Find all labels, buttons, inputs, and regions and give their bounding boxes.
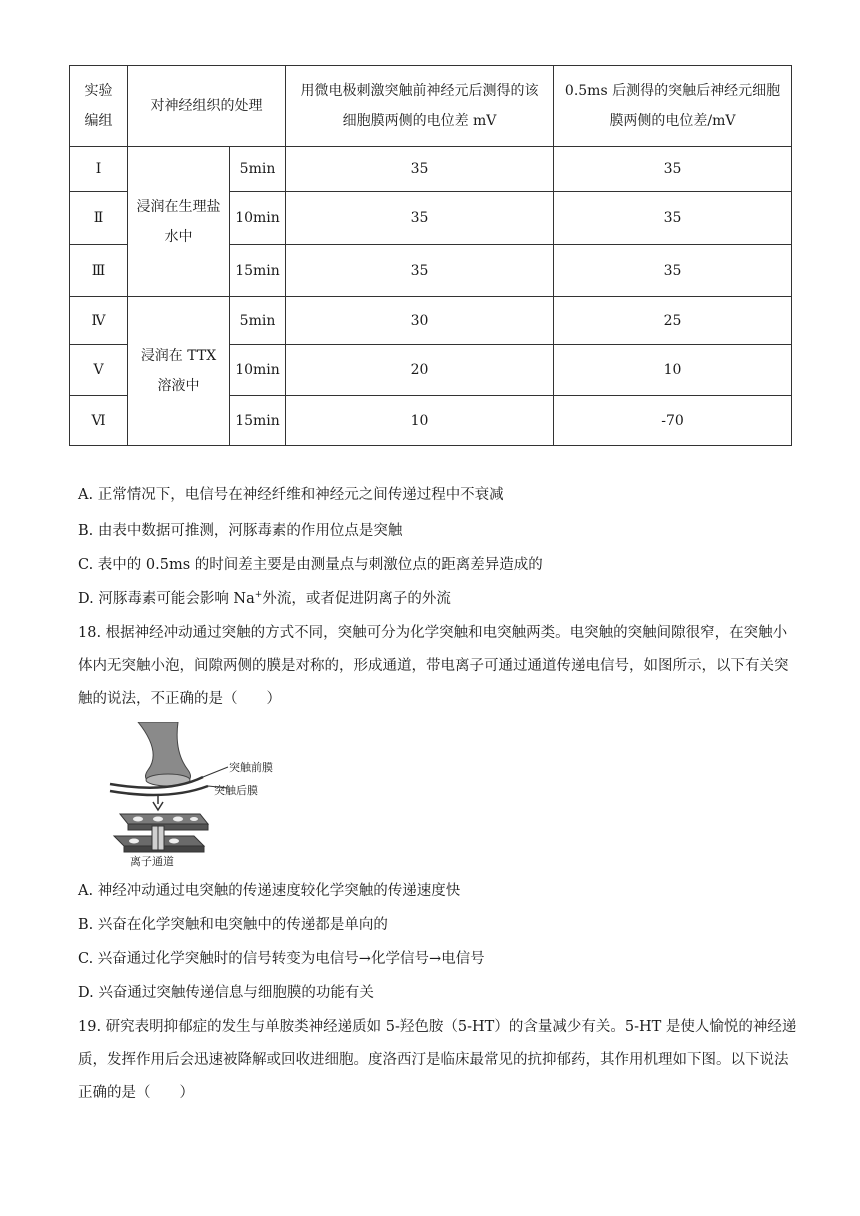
q17-option-d: D. 河豚毒素可能会影响 Na+外流，或者促进阴离子的外流 bbox=[78, 590, 451, 607]
experiment-table bbox=[69, 65, 792, 446]
row-post: 10 bbox=[554, 345, 792, 396]
q17-option-a: A. 正常情况下，电信号在神经纤维和神经元之间传递过程中不衰减 bbox=[78, 487, 504, 503]
q18-stem: 18. 根据神经冲动通过突触的方式不同，突触可分为化学突触和电突触两类。电突触的突触间隙很窄，在突触小体内无突触小泡，间隙两侧的膜是对称的，形成通道，带电离子可通过通道传递电信号，如图所示，以下有关突触的说法，不正确的是（ ） bbox=[78, 625, 789, 707]
row-pre: 35 bbox=[286, 147, 554, 192]
table-row bbox=[70, 147, 792, 192]
label-postsynaptic-membrane: 突触后膜 bbox=[214, 784, 258, 797]
row-time: 10min bbox=[230, 192, 286, 245]
q18-option-d: D. 兴奋通过突触传递信息与细胞膜的功能有关 bbox=[78, 985, 374, 1001]
row-post: 35 bbox=[554, 147, 792, 192]
q19-stem: 19. 研究表明抑郁症的发生与单胺类神经递质如 5-羟色胺（5-HT）的含量减少有关。5-HT 是使人愉悦的神经递质，发挥作用后会迅速被降解或回收进细胞。度洛西汀是临床最常见的抗抑郁药，其作用机理如下图。以下说法正确的是（ ） bbox=[78, 1019, 797, 1101]
row-time: 15min bbox=[230, 245, 286, 297]
row-post: -70 bbox=[554, 396, 792, 446]
row-time: 5min bbox=[230, 147, 286, 192]
row-time: 15min bbox=[230, 396, 286, 446]
row-group: Ⅰ bbox=[70, 147, 128, 192]
header-group: 实验编组 bbox=[70, 66, 128, 147]
row-group: Ⅵ bbox=[70, 396, 128, 446]
row-pre: 35 bbox=[286, 192, 554, 245]
q18-option-c: C. 兴奋通过化学突触时的信号转变为电信号→化学信号→电信号 bbox=[78, 951, 485, 967]
row-pre: 10 bbox=[286, 396, 554, 446]
treatment-ttx: 浸润在 TTX 溶液中 bbox=[128, 297, 230, 446]
row-group: Ⅳ bbox=[70, 297, 128, 345]
row-time: 5min bbox=[230, 297, 286, 345]
row-post: 35 bbox=[554, 245, 792, 297]
row-group: Ⅲ bbox=[70, 245, 128, 297]
header-pre: 用微电极刺激突触前神经元后测得的该细胞膜两侧的电位差 mV bbox=[286, 66, 554, 147]
row-group: Ⅱ bbox=[70, 192, 128, 245]
electrical-synapse-figure bbox=[108, 722, 308, 867]
treatment-saline: 浸润在生理盐水中 bbox=[128, 147, 230, 297]
q18-option-b: B. 兴奋在化学突触和电突触中的传递都是单向的 bbox=[78, 917, 388, 933]
row-post: 35 bbox=[554, 192, 792, 245]
q18-option-a: A. 神经冲动通过电突触的传递速度较化学突触的传递速度快 bbox=[78, 883, 461, 899]
q17-option-b: B. 由表中数据可推测，河豚毒素的作用位点是突触 bbox=[78, 523, 403, 539]
label-ion-channel: 离子通道 bbox=[130, 855, 174, 867]
row-pre: 35 bbox=[286, 245, 554, 297]
row-pre: 30 bbox=[286, 297, 554, 345]
header-treatment: 对神经组织的处理 bbox=[128, 66, 286, 147]
header-post: 0.5ms 后测得的突触后神经元细胞膜两侧的电位差/mV bbox=[554, 66, 792, 147]
row-post: 25 bbox=[554, 297, 792, 345]
row-pre: 20 bbox=[286, 345, 554, 396]
table-row bbox=[70, 297, 792, 345]
table-header-row bbox=[70, 66, 792, 147]
row-time: 10min bbox=[230, 345, 286, 396]
label-presynaptic-membrane: 突触前膜 bbox=[229, 761, 273, 774]
row-group: Ⅴ bbox=[70, 345, 128, 396]
q17-option-c: C. 表中的 0.5ms 的时间差主要是由测量点与刺激位点的距离差异造成的 bbox=[78, 557, 543, 573]
